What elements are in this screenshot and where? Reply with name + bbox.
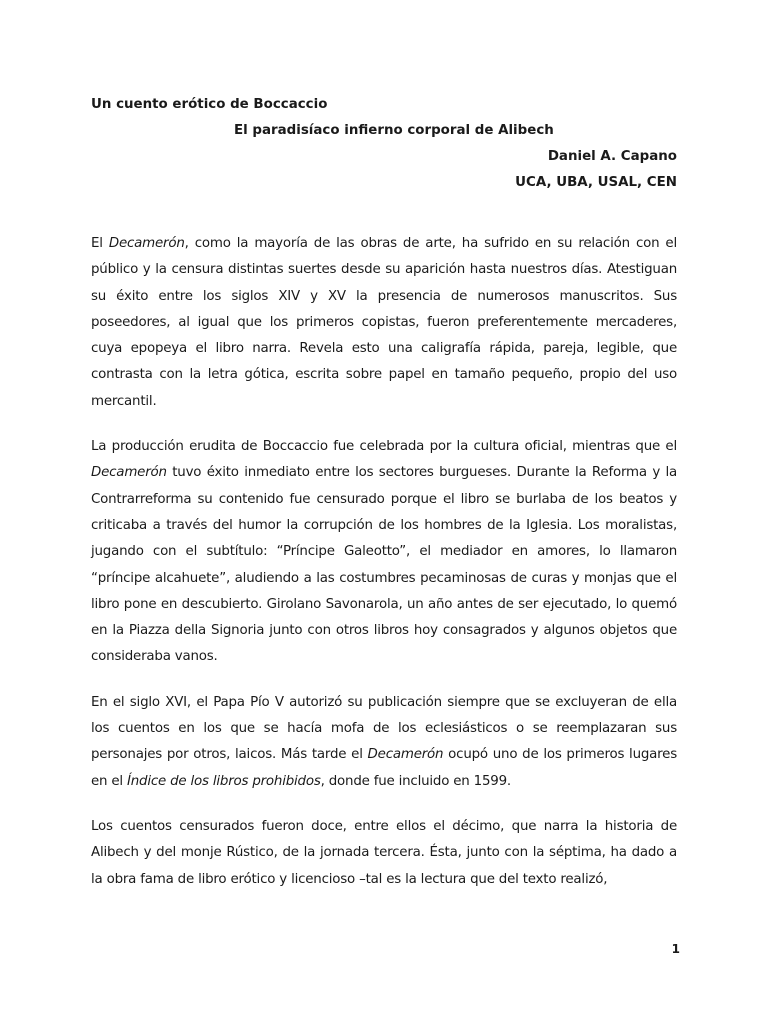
paragraph-1-italic-title: Decamerón <box>108 236 185 251</box>
author-name: Daniel A. Capano <box>547 149 677 164</box>
paragraph-1-text-b: , como la mayoría de las obras de arte, ha sufrido en su relación con el público y la censura distintas suertes desde su aparición hasta nuestros días. Atestiguan su éxito entre los siglos XIV y XV la presencia de numerosos manuscritos. Sus poseedores, al igual que los primeros copistas, fueron preferentemente mercaderes, cuya epopeya el libro narra. Revela esto una caligrafía rápida, pareja, legible, que contrasta con la letra gótica, escrita sobre papel en tamaño pequeño, propio del uso mercantil. <box>91 236 677 409</box>
author-affiliation: UCA, UBA, USAL, CEN <box>515 175 677 190</box>
paragraph-3 <box>91 690 677 795</box>
page-number: 1 <box>671 942 680 956</box>
paragraph-1-text-a: El <box>91 236 109 251</box>
paragraph-4-text-a: Los cuentos censurados fueron doce, entre ellos el décimo, que narra la historia de Alibech y del monje Rústico, de la jornada tercera. Ésta, junto con la séptima, ha dado a la obra fama de libro erótico y licencioso –tal es la lectura que del texto realizó, <box>91 818 677 887</box>
paragraph-3-text-a: En el siglo XVI, el Papa Pío V autorizó su publicación siempre que se excluyeran de ella los cuentos en los que se hacía mofa de los eclesiásticos o se reemplazaran sus personajes por otros, laicos. Más tarde el <box>91 694 677 763</box>
paragraph-2-text-b: tuvo éxito inmediato entre los sectores burgueses. Durante la Reforma y la Contrarreforma su contenido fue censurado porque el libro se burlaba de los beatos y criticaba a través del humor la corrupción de los hombres de la Iglesia. Los moralistas, jugando con el subtítulo: “Príncipe Galeotto”, el mediador en amores, lo llamaron “príncipe alcahuete”, aludiendo a las costumbres pecaminosas de curas y monjas que el libro pone en descubierto. Girolano Savonarola, un año antes de ser ejecutado, lo quemó en la Piazza della Signoria junto con otros libros hoy consagrados y algunos objetos que consideraba vanos. <box>91 465 677 665</box>
paragraph-3-text-c: , donde fue incluido en 1599. <box>320 773 511 789</box>
paragraph-2-text-a: La producción erudita de Boccaccio fue celebrada por la cultura oficial, mientras que el <box>91 439 677 455</box>
paragraph-4 <box>91 814 677 893</box>
paragraph-3-italic-index: Índice de los libros prohibidos <box>127 773 321 789</box>
paragraph-3-text-b: ocupó uno de los primeros lugares en el <box>91 747 677 789</box>
document-subtitle: El paradisíaco infierno corporal de Alibech <box>234 123 554 138</box>
document-page <box>91 92 677 893</box>
document-title: Un cuento erótico de Boccaccio <box>91 97 328 112</box>
paragraph-3-italic-title: Decamerón <box>367 747 444 763</box>
paragraph-2-italic-title: Decamerón <box>91 465 167 481</box>
paragraph-2 <box>91 434 677 671</box>
paragraph-1 <box>91 231 677 415</box>
